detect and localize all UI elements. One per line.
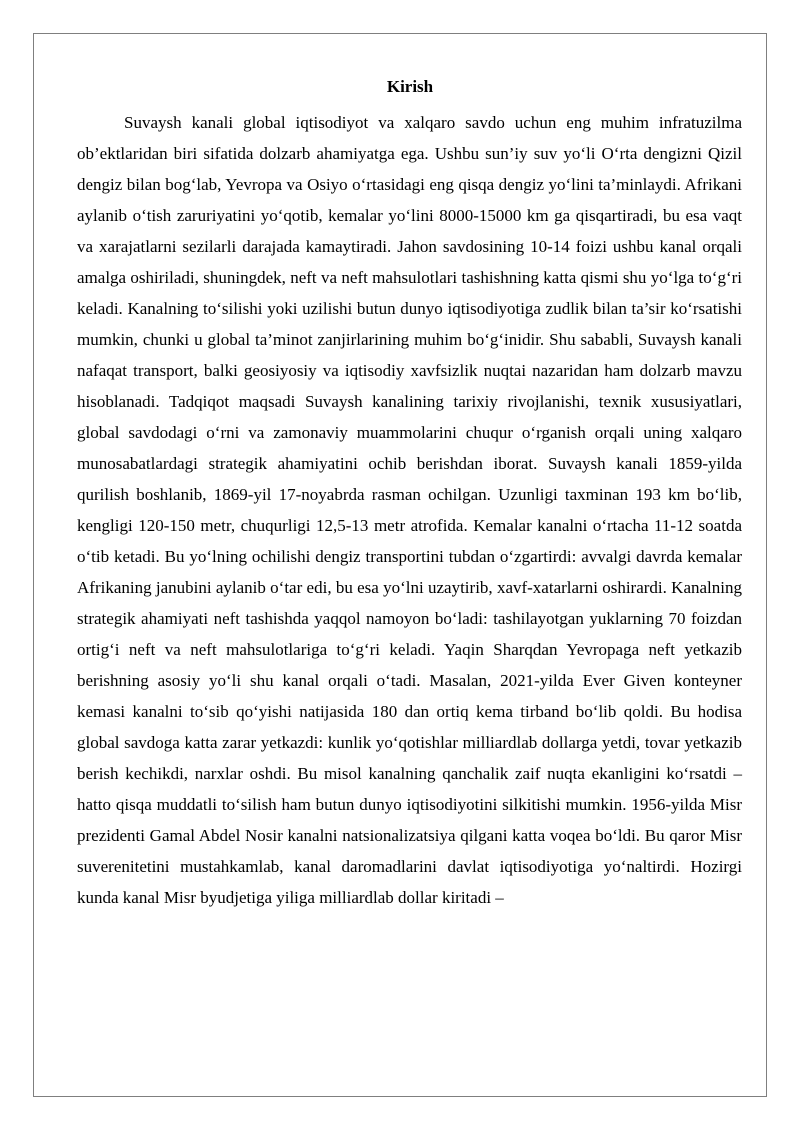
section-heading: Kirish — [386, 77, 434, 96]
body-paragraph: Suvaysh kanali global iqtisodiyot va xalqaro savdo uchun eng muhim infratuzilma ob’ektlaridan biri sifatida dolzarb ahamiyatga ega. Ushbu sun’iy suv yo‘li O‘rta dengizni Qizil dengiz bilan bog‘lab, Yevropa va Osiyo o‘rtasidagi eng qisqa dengiz yo‘lini ta’minlaydi. Afrikani aylanib o‘tish zaruriyatini yo‘qotib, kemalar yo‘lini 8000-15000 km ga qisqartiradi, bu esa vaqt va xarajatlarni sezilarli darajada kamaytiradi. Jahon savdosining 10-14 foizi ushbu kanal orqali amalga oshiriladi, shuningdek, neft va neft mahsulotlari tashishning katta qismi shu yo‘lga to‘g‘ri keladi. Kanalning to‘silishi yoki uzilishi butun dunyo iqtisodiyotiga zudlik bilan ta’sir ko‘rsatishi mumkin, chunki u global ta’minot zanjirlarining muhim bo‘g‘inidir. Shu sababli, Suvaysh kanali nafaqat transport, balki geosiyosiy va iqtisodiy xavfsizlik nuqtai nazaridan ham dolzarb mavzu hisoblanadi. Tadqiqot maqsadi Suvaysh kanalining tarixiy rivojlanishi, texnik xususiyatlari, global savdodagi o‘rni va zamonaviy muammolarini chuqur o‘rganish orqali uning xalqaro munosabatlardagi strategik ahamiyatini ochib berishdan iborat. Suvaysh kanali 1859-yilda qurilish boshlanib, 1869-yil 17-noyabrda rasman ochilgan. Uzunligi taxminan 193 km bo‘lib, kengligi 120-150 metr, chuqurligi 12,5-13 metr atrofida. Kemalar kanalni o‘rtacha 11-12 soatda o‘tib ketadi. Bu yo‘lning ochilishi dengiz transportini tubdan o‘zgartirdi: avvalgi davrda kemalar Afrikaning janubini aylanib o‘tar edi, bu esa yo‘lni uzaytirib, xavf-xatarlarni oshirardi. Kanalning strategik ahamiyati neft tashishda yaqqol namoyon bo‘ladi: tashilayotgan yuklarning 70 foizdan ortig‘i neft va neft mahsulotlariga to‘g‘ri keladi. Yaqin Sharqdan Yevropaga neft yetkazib berishning asosiy yo‘li shu kanal orqali o‘tadi. Masalan, 2021-yilda Ever Given konteyner kemasi kanalni to‘sib qo‘yishi natijasida 180 dan ortiq kema tirband bo‘lib qoldi. Bu hodisa global savdoga katta zarar yetkazdi: kunlik yo‘qotishlar milliardlab dollarga yetdi, tovar yetkazib berish kechikdi, narxlar oshdi. Bu misol kanalning qanchalik zaif nuqta ekanligini ko‘rsatdi – hatto qisqa muddatli to‘silish ham butun dunyo iqtisodiyotini silkitishi mumkin. 1956-yilda Misr prezidenti Gamal Abdel Nosir kanalni natsionalizatsiya qilgani katta voqea bo‘ldi. Bu qaror Misr suverenitetini mustahkamlab, kanal daromadlarini davlat iqtisodiyotiga yo‘naltirdi. Hozirgi kunda kanal Misr byudjetiga yiliga milliardlab dollar kiritadi – — [77, 113, 742, 907]
